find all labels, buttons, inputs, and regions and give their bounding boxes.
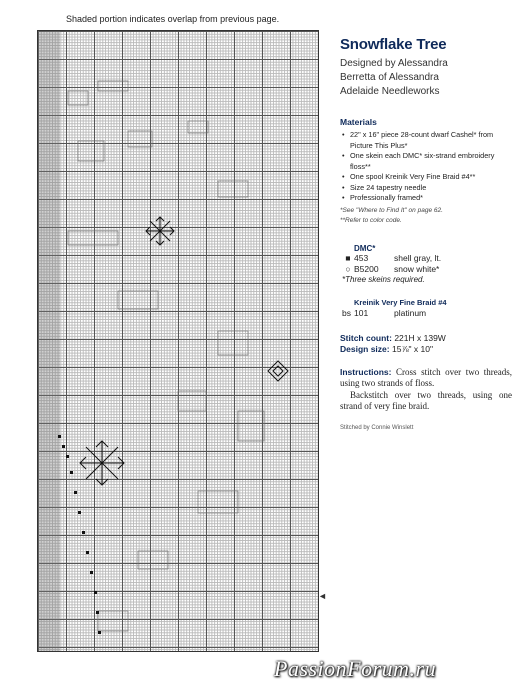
backstitch-symbol: bs: [342, 307, 351, 318]
stitch-count-value: 221H x 139W: [394, 332, 446, 343]
snowflake-motif-lower: [80, 441, 124, 485]
cross-stitch-chart: [37, 30, 319, 652]
materials-item: • Professionally framed*: [340, 193, 512, 204]
kreinik-heading: Kreinik Very Fine Braid #4: [354, 297, 447, 307]
instructions-text-2: Backstitch over two threads, using one strand of very fine braid.: [340, 389, 512, 411]
chart-motifs: [38, 31, 318, 651]
materials-item: • 22" x 16" piece 28-count dwarf Cashel* from Picture This Plus*: [340, 130, 512, 151]
color-key-row: [342, 253, 512, 264]
instructions-label: Instructions:: [340, 366, 392, 377]
center-arrow-icon: ◄: [318, 591, 327, 601]
color-code: 453: [354, 252, 369, 263]
instructions-text-1: Cross stitch over two threads, using two strands of floss.: [340, 366, 513, 388]
color-name: snow white*: [394, 263, 440, 274]
color-name: shell gray, lt.: [394, 252, 442, 263]
materials-item: • One skein each DMC* six-strand embroidery floss**: [340, 151, 512, 172]
footnote-where-to-find: *See "Where to Find It" on page 62.: [340, 206, 443, 214]
kreinik-code: 101: [354, 307, 369, 318]
designer-credit: Designed by Alessandra Berretta of Alessandra Adelaide Needleworks: [340, 58, 448, 97]
overlap-note: Shaded portion indicates overlap from previous page.: [66, 14, 280, 24]
materials-item: • One spool Kreinik Very Fine Braid #4**: [340, 172, 512, 183]
kreinik-name: platinum: [394, 307, 427, 318]
design-size-value: 15⅞" x 10": [391, 343, 433, 354]
open-circle-icon: ○: [345, 263, 351, 274]
snowflake-motif-upper: [146, 217, 174, 245]
materials-item: • Size 24 tapestry needle: [340, 183, 512, 194]
pattern-stats: [340, 333, 512, 355]
design-size-label: Design size:: [340, 343, 390, 354]
color-key-row: [342, 264, 512, 275]
pattern-info: [340, 36, 512, 431]
kreinik-key-row: [342, 307, 512, 319]
materials-heading: Materials: [340, 117, 377, 127]
color-code: B5200: [354, 263, 379, 274]
stitch-count-label: Stitch count:: [340, 332, 392, 343]
filled-square-icon: ■: [345, 252, 351, 263]
footnote-color-code: **Refer to color code.: [340, 216, 402, 224]
stitched-by-credit: Stitched by Connie Winslett: [340, 424, 414, 431]
pattern-title: Snowflake Tree: [340, 36, 447, 53]
dmc-skein-note: *Three skeins required.: [342, 274, 425, 284]
instructions: [340, 367, 512, 413]
materials-list: [340, 130, 512, 204]
site-watermark: PassionForum.ru: [274, 656, 437, 681]
dmc-heading: DMC*: [354, 243, 376, 253]
diamond-motif: [268, 361, 288, 381]
